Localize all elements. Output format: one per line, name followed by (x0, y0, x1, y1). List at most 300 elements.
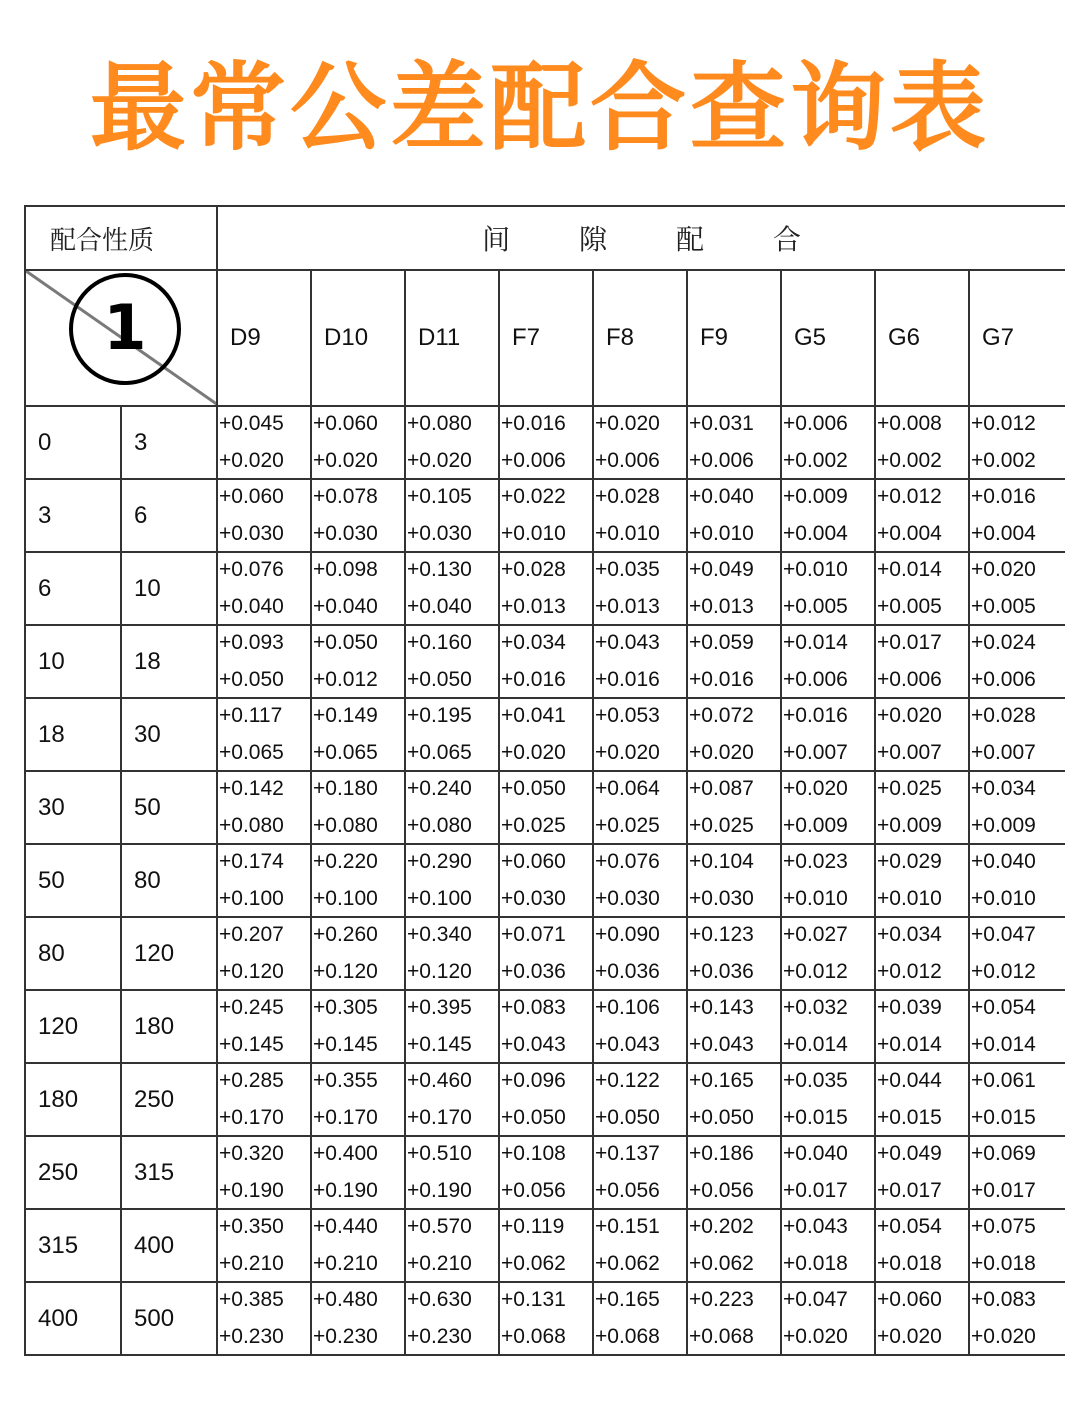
lower-deviation: +0.010 (877, 887, 942, 910)
lower-deviation: +0.005 (783, 595, 848, 618)
size-to-cell: 6 (121, 479, 217, 552)
tolerance-cell (499, 917, 593, 990)
lower-deviation: +0.030 (407, 522, 472, 545)
size-to-cell: 50 (121, 771, 217, 844)
tolerance-cell (875, 917, 969, 990)
upper-deviation: +0.223 (689, 1288, 754, 1311)
lower-deviation: +0.040 (313, 595, 378, 618)
tolerance-cell (217, 990, 311, 1063)
tolerance-cell (781, 552, 875, 625)
upper-deviation: +0.160 (407, 631, 472, 654)
lower-deviation: +0.002 (783, 449, 848, 472)
tolerance-cell (217, 917, 311, 990)
lower-deviation: +0.016 (689, 668, 754, 691)
tolerance-cell (969, 1063, 1065, 1136)
lower-deviation: +0.050 (501, 1106, 566, 1129)
tolerance-cell (217, 406, 311, 479)
upper-deviation: +0.108 (501, 1142, 566, 1165)
size-from-cell: 10 (25, 625, 121, 698)
upper-deviation: +0.105 (407, 485, 472, 508)
lower-deviation: +0.005 (877, 595, 942, 618)
lower-deviation: +0.080 (407, 814, 472, 837)
lower-deviation: +0.007 (783, 741, 848, 764)
upper-deviation: +0.400 (313, 1142, 378, 1165)
upper-deviation: +0.016 (783, 704, 848, 727)
upper-deviation: +0.630 (407, 1288, 472, 1311)
lower-deviation: +0.170 (407, 1106, 472, 1129)
tolerance-cell (593, 479, 687, 552)
lower-deviation: +0.013 (501, 595, 566, 618)
tolerance-cell (405, 479, 499, 552)
lower-deviation: +0.020 (877, 1325, 942, 1348)
lower-deviation: +0.062 (595, 1252, 660, 1275)
upper-deviation: +0.130 (407, 558, 472, 581)
tolerance-cell (687, 917, 781, 990)
lower-deviation: +0.068 (501, 1325, 566, 1348)
fit-nature-header-row (25, 206, 1065, 270)
upper-deviation: +0.039 (877, 996, 942, 1019)
size-to-cell: 400 (121, 1209, 217, 1282)
upper-deviation: +0.014 (783, 631, 848, 654)
upper-deviation: +0.008 (877, 412, 942, 435)
lower-deviation: +0.025 (689, 814, 754, 837)
size-from-cell: 180 (25, 1063, 121, 1136)
lower-deviation: +0.030 (689, 887, 754, 910)
lower-deviation: +0.065 (219, 741, 284, 764)
lower-deviation: +0.016 (595, 668, 660, 691)
lower-deviation: +0.014 (877, 1033, 942, 1056)
upper-deviation: +0.245 (219, 996, 284, 1019)
upper-deviation: +0.151 (595, 1215, 660, 1238)
table-row (25, 917, 1065, 990)
tolerance-cell (969, 698, 1065, 771)
size-from-cell: 250 (25, 1136, 121, 1209)
tolerance-cell (311, 479, 405, 552)
upper-deviation: +0.220 (313, 850, 378, 873)
tolerance-cell (405, 698, 499, 771)
tolerance-cell (687, 990, 781, 1063)
lower-deviation: +0.017 (877, 1179, 942, 1202)
tolerance-cell (781, 1136, 875, 1209)
upper-deviation: +0.090 (595, 923, 660, 946)
tolerance-cell (217, 1209, 311, 1282)
tolerance-cell (781, 771, 875, 844)
upper-deviation: +0.083 (501, 996, 566, 1019)
lower-deviation: +0.009 (877, 814, 942, 837)
upper-deviation: +0.054 (971, 996, 1036, 1019)
tolerance-code-header: G6 (875, 270, 969, 406)
tolerance-cell (311, 771, 405, 844)
lower-deviation: +0.020 (407, 449, 472, 472)
tolerance-cell (687, 1063, 781, 1136)
lower-deviation: +0.006 (501, 449, 566, 472)
lower-deviation: +0.018 (783, 1252, 848, 1275)
upper-deviation: +0.078 (313, 485, 378, 508)
tolerance-code-header: F7 (499, 270, 593, 406)
tolerance-code-header: D10 (311, 270, 405, 406)
lower-deviation: +0.010 (501, 522, 566, 545)
tolerance-cell (687, 625, 781, 698)
table-row (25, 844, 1065, 917)
tolerance-cell (311, 1136, 405, 1209)
upper-deviation: +0.064 (595, 777, 660, 800)
lower-deviation: +0.050 (689, 1106, 754, 1129)
upper-deviation: +0.045 (219, 412, 284, 435)
tolerance-cell (593, 1136, 687, 1209)
upper-deviation: +0.022 (501, 485, 566, 508)
tolerance-cell (969, 1209, 1065, 1282)
tolerance-cell (875, 844, 969, 917)
tolerance-cell (875, 406, 969, 479)
size-to-cell: 18 (121, 625, 217, 698)
tolerance-code-header: G7 (969, 270, 1065, 406)
tolerance-cell (593, 990, 687, 1063)
upper-deviation: +0.041 (501, 704, 566, 727)
lower-deviation: +0.036 (689, 960, 754, 983)
upper-deviation: +0.020 (783, 777, 848, 800)
lower-deviation: +0.020 (783, 1325, 848, 1348)
tolerance-cell (405, 406, 499, 479)
tolerance-cell (311, 844, 405, 917)
tolerance-code-header: D11 (405, 270, 499, 406)
upper-deviation: +0.034 (971, 777, 1036, 800)
tolerance-cell (217, 1063, 311, 1136)
upper-deviation: +0.395 (407, 996, 472, 1019)
upper-deviation: +0.093 (219, 631, 284, 654)
upper-deviation: +0.131 (501, 1288, 566, 1311)
corner-number: 1 (103, 291, 147, 364)
size-from-cell: 315 (25, 1209, 121, 1282)
tolerance-cell (217, 552, 311, 625)
tolerance-cell (499, 479, 593, 552)
upper-deviation: +0.054 (877, 1215, 942, 1238)
upper-deviation: +0.032 (783, 996, 848, 1019)
lower-deviation: +0.006 (877, 668, 942, 691)
lower-deviation: +0.020 (689, 741, 754, 764)
tolerance-cell (781, 479, 875, 552)
tolerance-cell (781, 844, 875, 917)
upper-deviation: +0.202 (689, 1215, 754, 1238)
upper-deviation: +0.035 (595, 558, 660, 581)
tolerance-cell (969, 844, 1065, 917)
size-from-cell: 400 (25, 1282, 121, 1355)
tolerance-cell (875, 990, 969, 1063)
size-to-cell: 80 (121, 844, 217, 917)
fit-table-container (24, 205, 1064, 1370)
upper-deviation: +0.165 (595, 1288, 660, 1311)
upper-deviation: +0.123 (689, 923, 754, 946)
lower-deviation: +0.050 (407, 668, 472, 691)
lower-deviation: +0.050 (595, 1106, 660, 1129)
tolerance-cell (969, 552, 1065, 625)
lower-deviation: +0.018 (877, 1252, 942, 1275)
upper-deviation: +0.028 (595, 485, 660, 508)
tolerance-cell (311, 1063, 405, 1136)
tolerance-cell (311, 1282, 405, 1355)
upper-deviation: +0.165 (689, 1069, 754, 1092)
tolerance-cell (875, 625, 969, 698)
size-from-cell: 80 (25, 917, 121, 990)
lower-deviation: +0.004 (971, 522, 1036, 545)
upper-deviation: +0.355 (313, 1069, 378, 1092)
tolerance-cell (593, 698, 687, 771)
tolerance-cell (781, 698, 875, 771)
tolerance-cell (405, 990, 499, 1063)
lower-deviation: +0.013 (595, 595, 660, 618)
tolerance-cell (405, 844, 499, 917)
upper-deviation: +0.290 (407, 850, 472, 873)
lower-deviation: +0.020 (971, 1325, 1036, 1348)
lower-deviation: +0.170 (219, 1106, 284, 1129)
tolerance-cell (781, 990, 875, 1063)
tolerance-cell (781, 1209, 875, 1282)
upper-deviation: +0.023 (783, 850, 848, 873)
tolerance-cell (405, 771, 499, 844)
size-from-cell: 30 (25, 771, 121, 844)
tolerance-cell (311, 698, 405, 771)
size-to-cell: 180 (121, 990, 217, 1063)
tolerance-cell (969, 479, 1065, 552)
upper-deviation: +0.083 (971, 1288, 1036, 1311)
lower-deviation: +0.065 (313, 741, 378, 764)
tolerance-cell (405, 1282, 499, 1355)
lower-deviation: +0.100 (219, 887, 284, 910)
tolerance-cell (687, 844, 781, 917)
lower-deviation: +0.020 (595, 741, 660, 764)
upper-deviation: +0.012 (971, 412, 1036, 435)
table-row (25, 1209, 1065, 1282)
lower-deviation: +0.007 (971, 741, 1036, 764)
upper-deviation: +0.043 (783, 1215, 848, 1238)
lower-deviation: +0.030 (595, 887, 660, 910)
tolerance-cell (875, 698, 969, 771)
lower-deviation: +0.230 (407, 1325, 472, 1348)
lower-deviation: +0.017 (971, 1179, 1036, 1202)
lower-deviation: +0.025 (595, 814, 660, 837)
lower-deviation: +0.040 (219, 595, 284, 618)
tolerance-cell (687, 479, 781, 552)
tolerance-cell (593, 1282, 687, 1355)
lower-deviation: +0.062 (689, 1252, 754, 1275)
tolerance-cell (781, 625, 875, 698)
size-to-cell: 10 (121, 552, 217, 625)
size-to-cell: 3 (121, 406, 217, 479)
tolerance-cell (687, 771, 781, 844)
lower-deviation: +0.016 (501, 668, 566, 691)
tolerance-cell (781, 917, 875, 990)
lower-deviation: +0.010 (971, 887, 1036, 910)
tolerance-cell (593, 771, 687, 844)
upper-deviation: +0.016 (501, 412, 566, 435)
upper-deviation: +0.119 (501, 1215, 565, 1238)
lower-deviation: +0.030 (501, 887, 566, 910)
upper-deviation: +0.510 (407, 1142, 472, 1165)
lower-deviation: +0.100 (313, 887, 378, 910)
upper-deviation: +0.060 (877, 1288, 942, 1311)
upper-deviation: +0.040 (689, 485, 754, 508)
tolerance-fit-table (24, 205, 1065, 1356)
upper-deviation: +0.009 (783, 485, 848, 508)
upper-deviation: +0.060 (313, 412, 378, 435)
upper-deviation: +0.010 (783, 558, 848, 581)
tolerance-cell (593, 844, 687, 917)
tolerance-cell (781, 1282, 875, 1355)
upper-deviation: +0.075 (971, 1215, 1036, 1238)
upper-deviation: +0.040 (783, 1142, 848, 1165)
lower-deviation: +0.068 (689, 1325, 754, 1348)
upper-deviation: +0.025 (877, 777, 942, 800)
tolerance-cell (687, 1282, 781, 1355)
lower-deviation: +0.020 (219, 449, 284, 472)
tolerance-cell (687, 406, 781, 479)
lower-deviation: +0.015 (877, 1106, 942, 1129)
tolerance-cell (405, 917, 499, 990)
upper-deviation: +0.014 (877, 558, 942, 581)
lower-deviation: +0.170 (313, 1106, 378, 1129)
tolerance-cell (405, 552, 499, 625)
upper-deviation: +0.285 (219, 1069, 284, 1092)
tolerance-cell (311, 917, 405, 990)
lower-deviation: +0.036 (501, 960, 566, 983)
tolerance-cell (687, 1136, 781, 1209)
tolerance-cell (875, 479, 969, 552)
lower-deviation: +0.120 (313, 960, 378, 983)
upper-deviation: +0.117 (219, 704, 283, 727)
lower-deviation: +0.030 (219, 522, 284, 545)
tolerance-cell (311, 406, 405, 479)
tolerance-code-header: F8 (593, 270, 687, 406)
tolerance-cell (593, 917, 687, 990)
upper-deviation: +0.195 (407, 704, 472, 727)
tolerance-cell (311, 552, 405, 625)
tolerance-cell (781, 1063, 875, 1136)
table-row (25, 406, 1065, 479)
upper-deviation: +0.122 (595, 1069, 660, 1092)
fit-nature-label: 配合性质 (25, 206, 217, 270)
upper-deviation: +0.570 (407, 1215, 472, 1238)
lower-deviation: +0.006 (689, 449, 754, 472)
upper-deviation: +0.034 (501, 631, 566, 654)
tolerance-cell (499, 771, 593, 844)
upper-deviation: +0.350 (219, 1215, 284, 1238)
lower-deviation: +0.043 (595, 1033, 660, 1056)
table-row (25, 479, 1065, 552)
lower-deviation: +0.145 (219, 1033, 284, 1056)
tolerance-code-header: D9 (217, 270, 311, 406)
upper-deviation: +0.137 (595, 1142, 660, 1165)
upper-deviation: +0.305 (313, 996, 378, 1019)
upper-deviation: +0.207 (219, 923, 284, 946)
lower-deviation: +0.010 (689, 522, 754, 545)
lower-deviation: +0.120 (407, 960, 472, 983)
lower-deviation: +0.145 (407, 1033, 472, 1056)
lower-deviation: +0.230 (219, 1325, 284, 1348)
tolerance-cell (593, 1209, 687, 1282)
tolerance-cell (217, 1282, 311, 1355)
size-to-cell: 30 (121, 698, 217, 771)
lower-deviation: +0.010 (783, 887, 848, 910)
upper-deviation: +0.044 (877, 1069, 942, 1092)
tolerance-code-row (25, 270, 1065, 406)
corner-cell (25, 270, 217, 406)
table-row (25, 1136, 1065, 1209)
upper-deviation: +0.016 (971, 485, 1036, 508)
upper-deviation: +0.069 (971, 1142, 1036, 1165)
upper-deviation: +0.260 (313, 923, 378, 946)
upper-deviation: +0.035 (783, 1069, 848, 1092)
size-to-cell: 500 (121, 1282, 217, 1355)
tolerance-cell (593, 1063, 687, 1136)
tolerance-cell (969, 1282, 1065, 1355)
upper-deviation: +0.050 (313, 631, 378, 654)
tolerance-cell (405, 625, 499, 698)
tolerance-cell (969, 917, 1065, 990)
lower-deviation: +0.010 (595, 522, 660, 545)
lower-deviation: +0.012 (877, 960, 942, 983)
lower-deviation: +0.002 (877, 449, 942, 472)
fit-type-char: 隙 (579, 223, 608, 256)
tolerance-cell (217, 844, 311, 917)
upper-deviation: +0.020 (595, 412, 660, 435)
lower-deviation: +0.002 (971, 449, 1036, 472)
lower-deviation: +0.017 (783, 1179, 848, 1202)
size-to-cell: 315 (121, 1136, 217, 1209)
tolerance-cell (499, 1209, 593, 1282)
upper-deviation: +0.143 (689, 996, 754, 1019)
lower-deviation: +0.018 (971, 1252, 1036, 1275)
lower-deviation: +0.015 (971, 1106, 1036, 1129)
tolerance-cell (217, 771, 311, 844)
lower-deviation: +0.005 (971, 595, 1036, 618)
lower-deviation: +0.145 (313, 1033, 378, 1056)
lower-deviation: +0.004 (877, 522, 942, 545)
lower-deviation: +0.012 (783, 960, 848, 983)
size-from-cell: 0 (25, 406, 121, 479)
lower-deviation: +0.009 (783, 814, 848, 837)
tolerance-cell (593, 406, 687, 479)
upper-deviation: +0.027 (783, 923, 848, 946)
tolerance-cell (875, 771, 969, 844)
lower-deviation: +0.020 (313, 449, 378, 472)
upper-deviation: +0.098 (313, 558, 378, 581)
upper-deviation: +0.149 (313, 704, 378, 727)
table-row (25, 1282, 1065, 1355)
upper-deviation: +0.385 (219, 1288, 284, 1311)
upper-deviation: +0.440 (313, 1215, 378, 1238)
tolerance-cell (499, 844, 593, 917)
tolerance-cell (499, 406, 593, 479)
upper-deviation: +0.072 (689, 704, 754, 727)
tolerance-cell (499, 1282, 593, 1355)
lower-deviation: +0.007 (877, 741, 942, 764)
upper-deviation: +0.049 (689, 558, 754, 581)
upper-deviation: +0.071 (501, 923, 566, 946)
tolerance-cell (875, 1282, 969, 1355)
lower-deviation: +0.080 (219, 814, 284, 837)
tolerance-code-header: F9 (687, 270, 781, 406)
upper-deviation: +0.061 (971, 1069, 1036, 1092)
tolerance-cell (969, 771, 1065, 844)
table-row (25, 552, 1065, 625)
upper-deviation: +0.060 (501, 850, 566, 873)
upper-deviation: +0.029 (877, 850, 942, 873)
upper-deviation: +0.076 (219, 558, 284, 581)
table-row (25, 990, 1065, 1063)
lower-deviation: +0.210 (219, 1252, 284, 1275)
lower-deviation: +0.230 (313, 1325, 378, 1348)
size-to-cell: 250 (121, 1063, 217, 1136)
tolerance-cell (593, 625, 687, 698)
